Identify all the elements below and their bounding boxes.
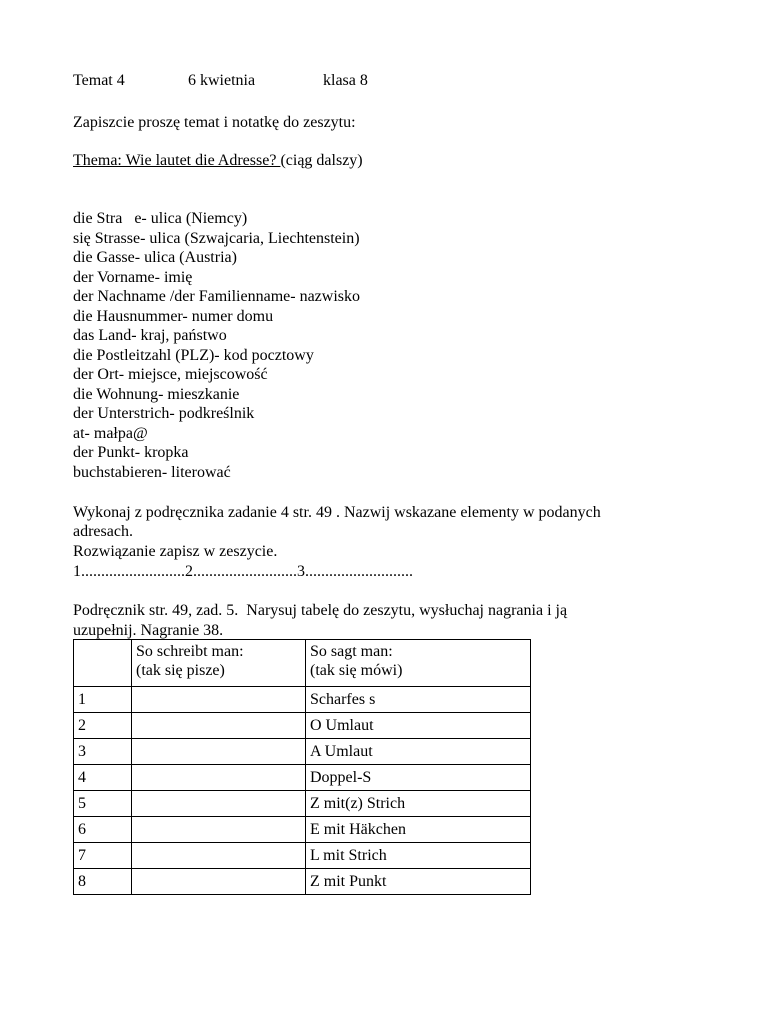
- row-number: 2: [74, 713, 132, 739]
- task2-line1: Podręcznik str. 49, zad. 5. Narysuj tabelę do zeszytu, wysłuchaj nagrania i ją: [73, 602, 568, 619]
- table-header-row: [74, 640, 531, 687]
- instruction-text: Zapiszcie proszę temat i notatkę do zeszytu:: [73, 114, 356, 131]
- said-cell: L mit Strich: [306, 843, 531, 869]
- table-row: [74, 765, 531, 791]
- row-number: 8: [74, 869, 132, 895]
- vocab-item: die Gasse- ulica (Austria): [73, 249, 237, 266]
- thema-suffix: (ciąg dalszy): [280, 152, 363, 169]
- vocab-item: at- małpa@: [73, 424, 148, 442]
- vocab-item: der Nachname /der Familienname- nazwisko: [73, 288, 360, 305]
- row-number: 7: [74, 843, 132, 869]
- written-cell: [132, 739, 306, 765]
- vocab-item: der Punkt- kropka: [73, 444, 189, 461]
- header-written-pl: (tak się pisze): [136, 662, 225, 679]
- vocab-item: się Strasse- ulica (Szwajcaria, Liechtenstein): [73, 229, 360, 247]
- table-row: [74, 791, 531, 817]
- vocab-item: der Vorname- imię: [73, 268, 193, 286]
- written-cell: [132, 791, 306, 817]
- row-number: 3: [74, 739, 132, 765]
- row-number: 5: [74, 791, 132, 817]
- vocab-item: die Wohnung- mieszkanie: [73, 385, 240, 403]
- task1-line3: Rozwiązanie zapisz w zeszycie.: [73, 543, 278, 560]
- letters-table: [73, 639, 531, 895]
- row-number: 1: [74, 687, 132, 713]
- written-cell: [132, 869, 306, 895]
- topic-number: Temat 4: [73, 72, 125, 89]
- header-said-pl: (tak się mówi): [310, 662, 403, 679]
- written-cell: [132, 713, 306, 739]
- vocabulary-list: [73, 209, 360, 482]
- thema-title: Thema: Wie lautet die Adresse?: [73, 152, 281, 169]
- table-row: [74, 739, 531, 765]
- thema-line: [73, 151, 363, 171]
- said-cell: Scharfes s: [306, 687, 531, 713]
- written-cell: [132, 687, 306, 713]
- lesson-header: [73, 71, 673, 91]
- table-row: [74, 817, 531, 843]
- table-row: [74, 687, 531, 713]
- written-cell: [132, 817, 306, 843]
- vocab-item: buchstabieren- literować: [73, 463, 231, 481]
- class-label: klasa 8: [323, 72, 368, 89]
- said-cell: E mit Häkchen: [306, 817, 531, 843]
- said-cell: Z mit Punkt: [306, 869, 531, 895]
- written-cell: [132, 765, 306, 791]
- lesson-date: 6 kwietnia: [188, 72, 256, 89]
- task2-line2: uzupełnij. Nagranie 38.: [73, 622, 224, 639]
- written-cell: [132, 843, 306, 869]
- table-header-cell: [306, 640, 531, 687]
- said-cell: O Umlaut: [306, 713, 531, 739]
- said-cell: Z mit(z) Strich: [306, 791, 531, 817]
- row-number: 4: [74, 765, 132, 791]
- task1-line2: adresach.: [73, 523, 133, 540]
- said-cell: A Umlaut: [306, 739, 531, 765]
- table-header-cell: [132, 640, 306, 687]
- table-row: [74, 843, 531, 869]
- vocab-item: das Land- kraj, państwo: [73, 327, 227, 344]
- vocab-item: die Hausnummer- numer domu: [73, 307, 274, 325]
- said-cell: Doppel-S: [306, 765, 531, 791]
- vocab-item: der Ort- miejsce, miejscowość: [73, 366, 268, 383]
- vocab-item: der Unterstrich- podkreślnik: [73, 405, 255, 422]
- header-said: So sagt man:: [310, 643, 393, 660]
- table-header-cell: [74, 640, 132, 687]
- answer-blanks: 1..........................2..........................3...........................: [73, 563, 413, 580]
- vocab-item: die Postleitzahl (PLZ)- kod pocztowy: [73, 346, 314, 364]
- task1-line1: Wykonaj z podręcznika zadanie 4 str. 49 . Nazwij wskazane elementy w podanych: [73, 504, 601, 521]
- row-number: 6: [74, 817, 132, 843]
- vocab-item: die Stra e- ulica (Niemcy): [73, 210, 248, 227]
- table-row: [74, 713, 531, 739]
- table-row: [74, 869, 531, 895]
- header-written: So schreibt man:: [136, 643, 244, 660]
